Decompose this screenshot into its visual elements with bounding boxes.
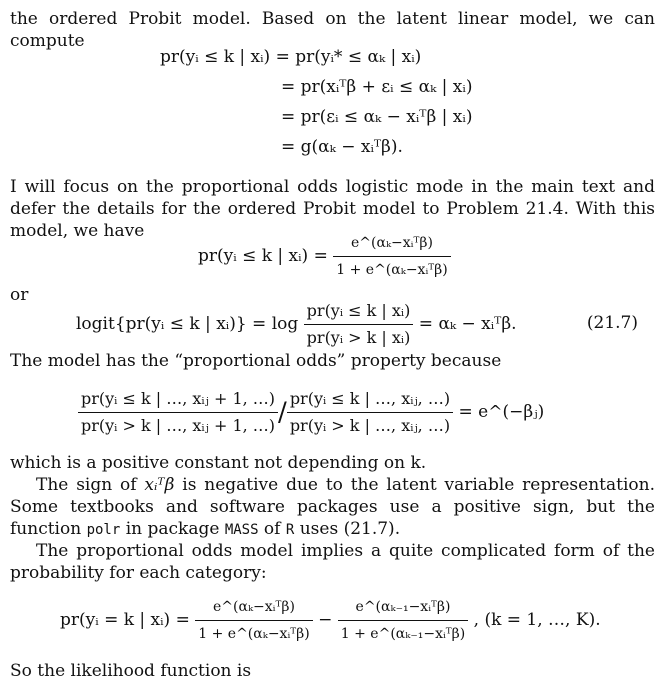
fraction-denominator: 1 + e^(αₖ₋₁−xᵢᵀβ): [340, 626, 466, 642]
paragraph-sign: [10, 474, 655, 541]
fraction-cdf-k: [195, 596, 312, 645]
fraction-odds-shifted: [78, 388, 278, 437]
equation-logit-lhs: logit{pr(yᵢ ≤ k | xᵢ)} = log: [76, 314, 299, 334]
equation-logistic-cdf: [198, 232, 451, 281]
equation-logit: [76, 300, 517, 349]
paragraph-or: or: [10, 285, 29, 305]
fraction-numerator: pr(yᵢ ≤ k | …, xᵢⱼ, …): [287, 388, 453, 413]
equation-logistic-lhs: pr(yᵢ ≤ k | xᵢ) =: [198, 246, 328, 266]
equation-odds-ratio-rhs: = e^(−βⱼ): [458, 402, 545, 422]
paragraph-proportional-odds: I will focus on the proportional odds logistic mode in the main text and defer the details for the ordered Probit model to Problem 21.4. With this model, we have: [10, 177, 655, 241]
equation-probit-line1: pr(yᵢ ≤ k | xᵢ) = pr(yᵢ* ≤ αₖ | xᵢ): [160, 47, 422, 67]
equation-probit-line3: = pr(εᵢ ≤ αₖ − xᵢᵀβ | xᵢ): [281, 107, 473, 127]
fraction-odds: [304, 300, 414, 349]
equation-probit-line4: = g(αₖ − xᵢᵀβ).: [281, 137, 403, 157]
paragraph-constant: which is a positive constant not depending on k.: [10, 453, 427, 473]
equation-category-lhs: pr(yᵢ = k | xᵢ) =: [60, 610, 190, 630]
paragraph-intro: the ordered Probit model. Based on the latent linear model, we can compute: [10, 9, 655, 51]
sign-text-b: is negative due to the latent variable representation. Some textbooks and software packages use a positive sign, but the function: [10, 475, 655, 539]
fraction-denominator: pr(yᵢ > k | …, xᵢⱼ + 1, …): [81, 416, 276, 435]
fraction-numerator: e^(αₖ₋₁−xᵢᵀβ): [338, 596, 468, 621]
fraction-numerator: pr(yᵢ ≤ k | …, xᵢⱼ + 1, …): [78, 388, 278, 413]
fraction-numerator: e^(αₖ−xᵢᵀβ): [195, 596, 312, 621]
paragraph-category-prob: The proportional odds model implies a quite complicated form of the probability for each category:: [10, 541, 655, 583]
equation-probit-line2: = pr(xᵢᵀβ + εᵢ ≤ αₖ | xᵢ): [281, 77, 473, 97]
sign-text-a: The sign of: [36, 475, 145, 495]
fraction-denominator: pr(yᵢ > k | xᵢ): [306, 328, 411, 347]
fraction-logistic: [333, 232, 450, 281]
fraction-odds-base: [287, 388, 453, 437]
code-polr: polr: [86, 522, 121, 538]
paragraph-property: The model has the “proportional odds” property because: [10, 351, 502, 371]
equation-category-rhs: , (k = 1, …, K).: [473, 610, 601, 630]
fraction-cdf-k-minus-1: [338, 596, 468, 645]
code-mass: MASS: [224, 522, 259, 538]
equation-number: (21.7): [586, 313, 638, 333]
equation-category-prob: [60, 596, 601, 645]
sign-text-e: uses (21.7).: [294, 519, 401, 539]
fraction-denominator: 1 + e^(αₖ−xᵢᵀβ): [198, 626, 310, 642]
fraction-denominator: 1 + e^(αₖ−xᵢᵀβ): [336, 262, 448, 278]
equation-odds-ratio: [78, 388, 544, 437]
minus-sign: −: [318, 610, 333, 630]
inline-math-xtb: xᵢᵀβ: [144, 475, 175, 495]
equation-logit-rhs: = αₖ − xᵢᵀβ.: [418, 314, 517, 334]
code-r: R: [285, 522, 295, 538]
fraction-numerator: pr(yᵢ ≤ k | xᵢ): [304, 300, 414, 325]
sign-text-d: of: [258, 519, 286, 539]
fraction-denominator: pr(yᵢ > k | …, xᵢⱼ, …): [289, 416, 451, 435]
fraction-numerator: e^(αₖ−xᵢᵀβ): [333, 232, 450, 257]
sign-text-c: in package: [120, 519, 225, 539]
division-slash: /: [278, 397, 287, 428]
paragraph-likelihood: So the likelihood function is: [10, 661, 252, 681]
